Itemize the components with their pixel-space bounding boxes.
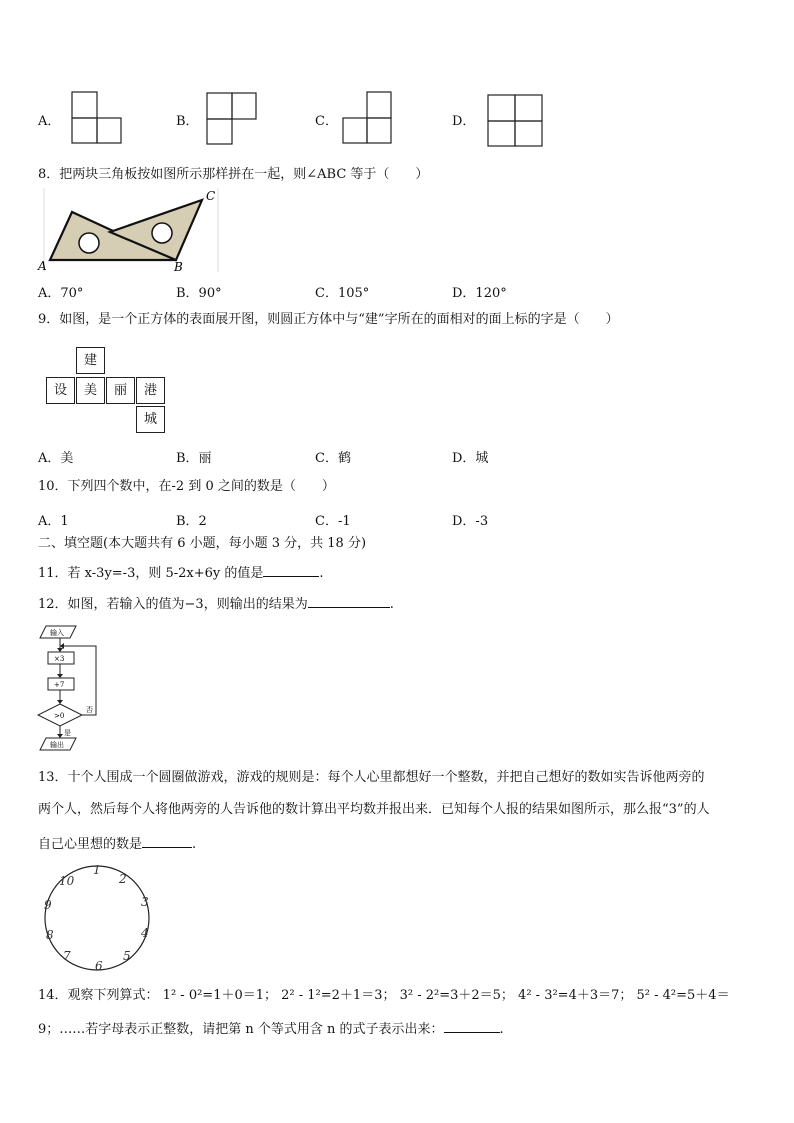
q7-option-d-figure <box>486 93 546 149</box>
q8-option-c: C．105° <box>315 286 370 301</box>
q14-line-2-wrap <box>38 1019 504 1038</box>
flow-input-label: 输入 <box>50 629 64 637</box>
q12-text <box>38 594 394 613</box>
q8-option-a: A．70° <box>38 286 84 301</box>
circle-number-2: 2 <box>119 872 127 886</box>
q13-line-2: 两个人，然后每个人将他两旁的人告诉他的数计算出平均数并报出来．已知每个人报的结果如图所示，那么报“3”的人 <box>38 802 710 817</box>
q7-option-c-figure <box>341 90 395 146</box>
q13-line-3: 自己心里想的数是 <box>38 837 143 852</box>
q13-line-1: 13．十个人围成一个圆圈做游戏，游戏的规则是：每个人心里都想好一个整数，并把自己想好的数如实告诉他两旁的 <box>38 770 705 785</box>
circle-number-8: 8 <box>46 928 54 942</box>
circle-number-6: 6 <box>95 959 103 973</box>
q7-option-a-figure <box>70 90 124 146</box>
q10-option-d: D．-3 <box>452 514 489 529</box>
q7-option-c-letter: C． <box>315 114 338 129</box>
q8-triangles-figure <box>36 188 222 274</box>
q7-option-d-letter: D． <box>452 114 476 129</box>
label-b: B <box>174 260 183 274</box>
q9-option-c: C．鹤 <box>315 451 351 466</box>
flow-cond-label: >0 <box>54 712 65 720</box>
circle-number-10: 10 <box>59 874 75 888</box>
q13-circle-figure <box>40 862 156 974</box>
circle-number-5: 5 <box>123 949 131 963</box>
q10-stem: 10．下列四个数中，在-2 到 0 之间的数是（ ） <box>38 479 335 494</box>
q14-end: . <box>499 1022 504 1037</box>
q12-flowchart <box>36 624 102 756</box>
net-cell-row-2: 美 <box>76 377 105 404</box>
flow-mul-label: ×3 <box>54 655 65 663</box>
q14-line-1: 14．观察下列算式： 1² - 0²=1＋0＝1； 2² - 1²=2＋1＝3； 3² - 2²=3＋2＝5； 4² - 3²=4＋3＝7； 5² - 4²=5＋4＝ <box>38 988 730 1003</box>
q11-answer-blank <box>263 563 319 577</box>
q8-option-d: D．120° <box>452 286 507 301</box>
q8-option-b: B．90° <box>176 286 222 301</box>
hole-right <box>152 223 172 243</box>
net-cell-row-3: 丽 <box>106 377 135 404</box>
circle-number-1: 1 <box>93 863 101 877</box>
q11-stem: 11．若 x-3y=-3，则 5-2x+6y 的值是 <box>38 566 264 581</box>
net-cell-bottom: 城 <box>136 406 165 433</box>
net-cell-row-4: 港 <box>136 377 165 404</box>
q10-option-c: C．-1 <box>315 514 351 529</box>
hole-left <box>79 233 99 253</box>
q9-option-d: D．城 <box>452 451 489 466</box>
label-a: A <box>38 259 47 273</box>
flow-output-label: 输出 <box>50 741 64 749</box>
q12-answer-blank <box>308 594 390 608</box>
q9-option-b: B．丽 <box>176 451 212 466</box>
circle-number-4: 4 <box>141 926 149 940</box>
q9-option-a: A．美 <box>38 451 74 466</box>
q7-option-a-letter: A． <box>38 114 61 129</box>
q13-answer-blank <box>142 834 192 848</box>
net-cell-row-1: 设 <box>46 377 75 404</box>
q13-line-3-wrap <box>38 834 196 853</box>
q9-stem: 9．如图，是一个正方体的表面展开图，则圆正方体中与“建”字所在的面相对的面上标的字是（ ） <box>38 312 619 327</box>
flow-add-label: +7 <box>54 681 65 689</box>
q14-line-2: 9；……若字母表示正整数，请把第 n 个等式用含 n 的式子表示出来： <box>38 1022 444 1037</box>
q14-answer-blank <box>444 1019 500 1033</box>
q7-option-b-figure <box>205 91 259 147</box>
q12-stem: 12．如图，若输入的值为−3，则输出的结果为 <box>38 597 308 612</box>
label-c: C <box>206 189 216 203</box>
q11-text <box>38 563 324 582</box>
section-2-heading: 二、填空题(本大题共有 6 小题，每小题 3 分，共 18 分) <box>38 536 367 551</box>
circle-number-9: 9 <box>44 898 52 912</box>
q11-end: . <box>319 566 324 581</box>
q13-end: . <box>192 837 197 852</box>
q12-end: . <box>389 597 394 612</box>
q10-option-a: A．1 <box>38 514 69 529</box>
circle-number-3: 3 <box>141 895 149 909</box>
q8-stem: 8．把两块三角板按如图所示那样拼在一起，则∠ABC 等于（ ） <box>38 167 429 182</box>
flow-no-label: 否 <box>86 706 93 714</box>
q10-option-b: B．2 <box>176 514 207 529</box>
net-cell-top: 建 <box>76 347 105 374</box>
q7-option-b-letter: B． <box>176 114 199 129</box>
flow-yes-label: 是 <box>64 729 71 737</box>
circle-number-7: 7 <box>63 949 71 963</box>
